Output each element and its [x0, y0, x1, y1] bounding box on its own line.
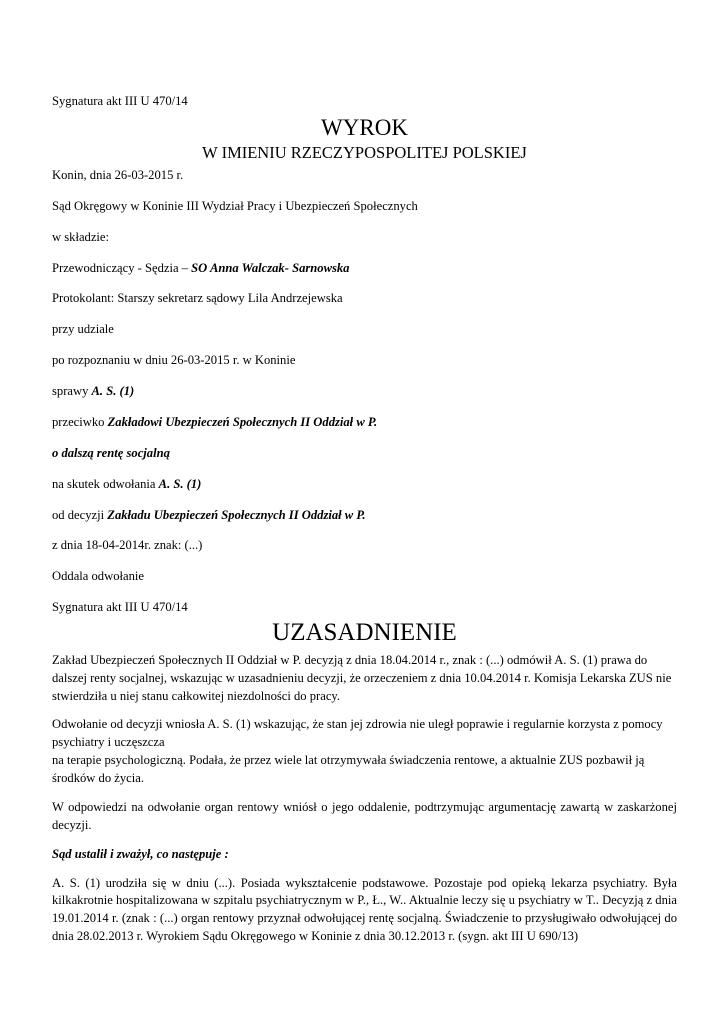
- composition-label: w składzie:: [52, 229, 110, 244]
- paragraph-2-line-2: na terapie psychologiczną. Podała, że przez wiele lat otrzymywała świadczenia rentowe, a aktualnie ZUS pozbawił ją środków do życia.: [52, 753, 645, 786]
- court-name: Sąd Okręgowy w Koninie III Wydział Pracy i Ubezpieczeń Społecznych: [52, 198, 418, 213]
- justification-title: UZASADNIENIE: [272, 619, 457, 647]
- justification-paragraph-3: W odpowiedzi na odwołanie organ rentowy wniósł o jego oddalenie, podtrzymując argumentację zawartą w zaskarżonej decyzji.: [52, 799, 677, 832]
- decision-date: z dnia 18-04-2014r. znak: (...): [52, 538, 203, 553]
- presiding-name: SO Anna Walczak- Sarnowska: [191, 260, 350, 275]
- appeal-party: [52, 476, 677, 494]
- paragraph-2-line-1: Odwołanie od decyzji wniosła A. S. (1) wskazując, że stan jej zdrowia nie uległ poprawie i regularnie korzysta z pomocy psychiatry i uczęszcza: [52, 717, 663, 750]
- decision-party-name: Zakładu Ubezpieczeń Społecznych II Oddział w P.: [107, 507, 366, 522]
- case-signature: Sygnatura akt III U 470/14: [52, 94, 188, 108]
- presiding-judge: [52, 260, 677, 278]
- against-party: [52, 414, 677, 432]
- justification-signature: Sygnatura akt III U 470/14: [52, 600, 188, 615]
- case-subject: o dalszą rentę socjalną: [52, 445, 170, 460]
- against-party-name: Zakładowi Ubezpieczeń Społecznych II Oddział w P.: [107, 414, 378, 429]
- document-title: WYROK: [321, 114, 408, 140]
- participation: przy udziale: [52, 322, 114, 337]
- appeal-prefix: na skutek odwołania: [52, 476, 159, 491]
- against-prefix: przeciwko: [52, 414, 108, 429]
- document-subtitle: W IMIENIU RZECZYPOSPOLITEJ POLSKIEJ: [202, 143, 527, 163]
- justification-paragraph-4: A. S. (1) urodziła się w dniu (...). Posiada wykształcenie podstawowe. Pozostaje pod opieką lekarza psychiatry. Była kilkakrotnie hospitalizowana w szpitalu psychiatrycznym w P., Ł., W.. Aktualnie leczy się u psychiatry w T.. Decyzją z dnia 19.01.2014 r. (znak : (...) organ rentowy przyznał odwołującej rentę socjalną. Świadczenie to przysługiwało odwołującej do dnia 28.02.2013 r. Wyrokiem Sądu Okręgowego w Koninie z dnia 30.12.2013 r. (sygn. akt III U 690/13): [52, 875, 677, 944]
- hearing-info: po rozpoznaniu w dniu 26-03-2015 r. w Koninie: [52, 353, 296, 368]
- presiding-prefix: Przewodniczący - Sędzia –: [52, 260, 192, 275]
- verdict: Oddala odwołanie: [52, 569, 144, 584]
- justification-paragraph-1: Zakład Ubezpieczeń Społecznych II Oddział w P. decyzją z dnia 18.04.2014 r., znak : (...) odmówił A. S. (1) prawa do dalszej renty socjalnej, wskazując w uzasadnieniu decyzji, że orzeczeniem z dnia 10.04.2014 r. Komisja Lekarska ZUS nie stwierdziła u niej stanu całkowitej niezdolności do pracy.: [52, 652, 672, 703]
- place-date: Konin, dnia 26-03-2015 r.: [52, 167, 184, 182]
- decision-party: [52, 507, 677, 525]
- case-party: [52, 383, 677, 401]
- case-party-name: A. S. (1): [91, 384, 135, 399]
- recorder: Protokolant: Starszy sekretarz sądowy Lila Andrzejewska: [52, 291, 343, 306]
- decision-prefix: od decyzji: [52, 507, 108, 522]
- appeal-party-name: A. S. (1): [158, 476, 202, 491]
- justification-paragraph-2: [52, 716, 677, 788]
- findings-heading: Sąd ustalił i zważył, co następuje :: [52, 846, 229, 861]
- case-prefix: sprawy: [52, 384, 92, 399]
